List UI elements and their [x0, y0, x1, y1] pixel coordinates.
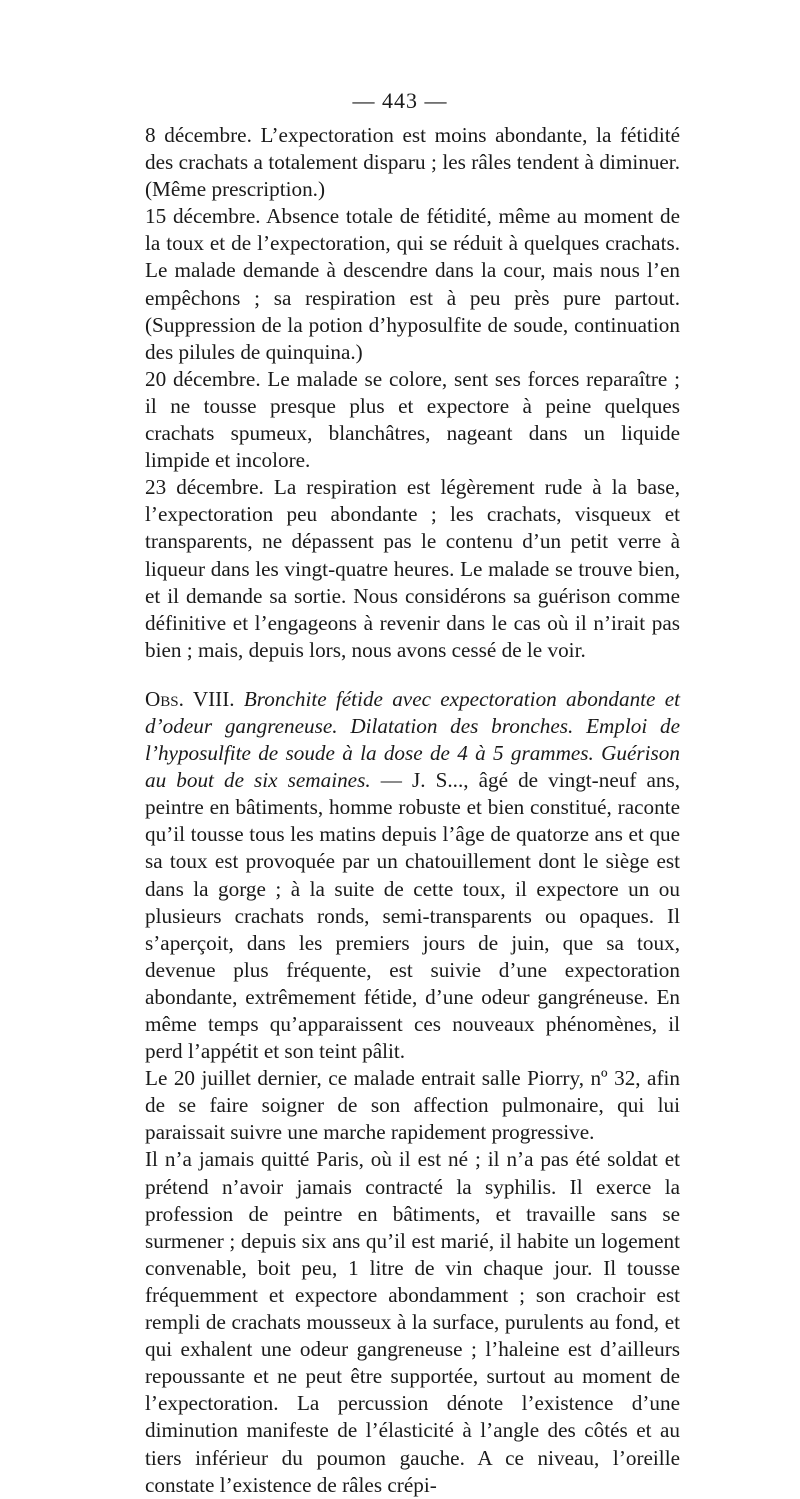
entry-december-20: 20 décembre. Le malade se colore, sent ses forces reparaître ; il ne tousse presque plus et expectore à peine quelques crachats spumeux, blanchâtres, nageant dans un liquide limpide et incolore.	[145, 366, 680, 473]
entry-july-20: Le 20 juillet dernier, ce malade entrait salle Piorry, nº 32, afin de se faire soigner de son affection pulmonaire, qui lui paraissait suivre une marche rapidement progressive.	[145, 1066, 680, 1145]
observation-label: Obs. VIII.	[145, 686, 235, 711]
observation-text: — J. S..., âgé de vingt-neuf ans, peintre en bâtiments, homme robuste et bien constitué, raconte qu’il tousse tous les matins depuis l’âge de quatorze ans et que sa toux est provoquée par un chatouillement dont le siège est dans la gorge ; à la suite de cette toux, il expectore un ou plusieurs crachats ronds, semi-transparents ou opaques. Il s’aperçoit, dans les premiers jours de juin, que sa toux, devenue plus fréquente, est suivie d’une expectoration abondante, extrêmement fétide, d’une odeur gangréneuse. En même temps qu’apparaissent ces nouveaux phénomènes, il perd l’appétit et son teint pâlit.	[145, 768, 680, 1064]
patient-history: Il n’a jamais quitté Paris, où il est né ; il n’a pas été soldat et prétend n’avoir jamais contracté la syphilis. Il exerce la profession de peintre en bâtiments, et travaille sans se surmener ; depuis six ans qu’il est marié, il habite un logement convenable, boit peu, 1 litre de vin chaque jour. Il tousse fréquemment et expectore abondamment ; son crachoir est rempli de crachats mousseux à la surface, purulents au fond, et qui exhalent une odeur gangreneuse ; l’haleine est d’ailleurs repoussante et ne peut être supportée, surtout au moment de l’expectoration. La percussion dénote l’existence d’une diminution manifeste de l’élasticité à l’angle des côtés et au tiers inférieur du poumon gauche. A ce niveau, l’oreille constate l’existence de râles crépi-	[145, 1147, 680, 1497]
page-number: — 443 —	[352, 88, 448, 113]
entry-december-8: 8 décembre. L’expectoration est moins abondante, la fétidité des crachats a totalement disparu ; les râles tendent à diminuer. (Même prescription.)	[145, 123, 680, 202]
page-body	[145, 122, 680, 1499]
observation-paragraph	[145, 686, 680, 1065]
entry-december-15: 15 décembre. Absence totale de fétidité, même au moment de la toux et de l’expectoration, qui se réduit à quelques crachats. Le malade demande à descendre dans la cour, mais nous l’en empêchons ; sa respiration est à peu près pure partout. (Suppression de la potion d’hyposulfite de soude, continuation des pilules de quinquina.)	[145, 204, 680, 364]
observation-title: Bronchite fétide avec expectoration abondante et d’odeur gangreneuse. Dilatation des bronches. Emploi de l’hyposulfite de soude à la dose de 4 à 5 grammes. Guérison au bout de six semaines.	[145, 686, 681, 793]
entry-december-23: 23 décembre. La respiration est légèrement rude à la base, l’expectoration peu abondante ; les crachats, visqueux et transparents, ne dépassent pas le contenu d’un petit verre à liqueur dans les vingt-quatre heures. Le malade se trouve bien, et il demande sa sortie. Nous considérons sa guérison comme définitive et l’engageons à revenir dans le cas où il n’irait pas bien ; mais, depuis lors, nous avons cessé de le voir.	[145, 475, 680, 662]
